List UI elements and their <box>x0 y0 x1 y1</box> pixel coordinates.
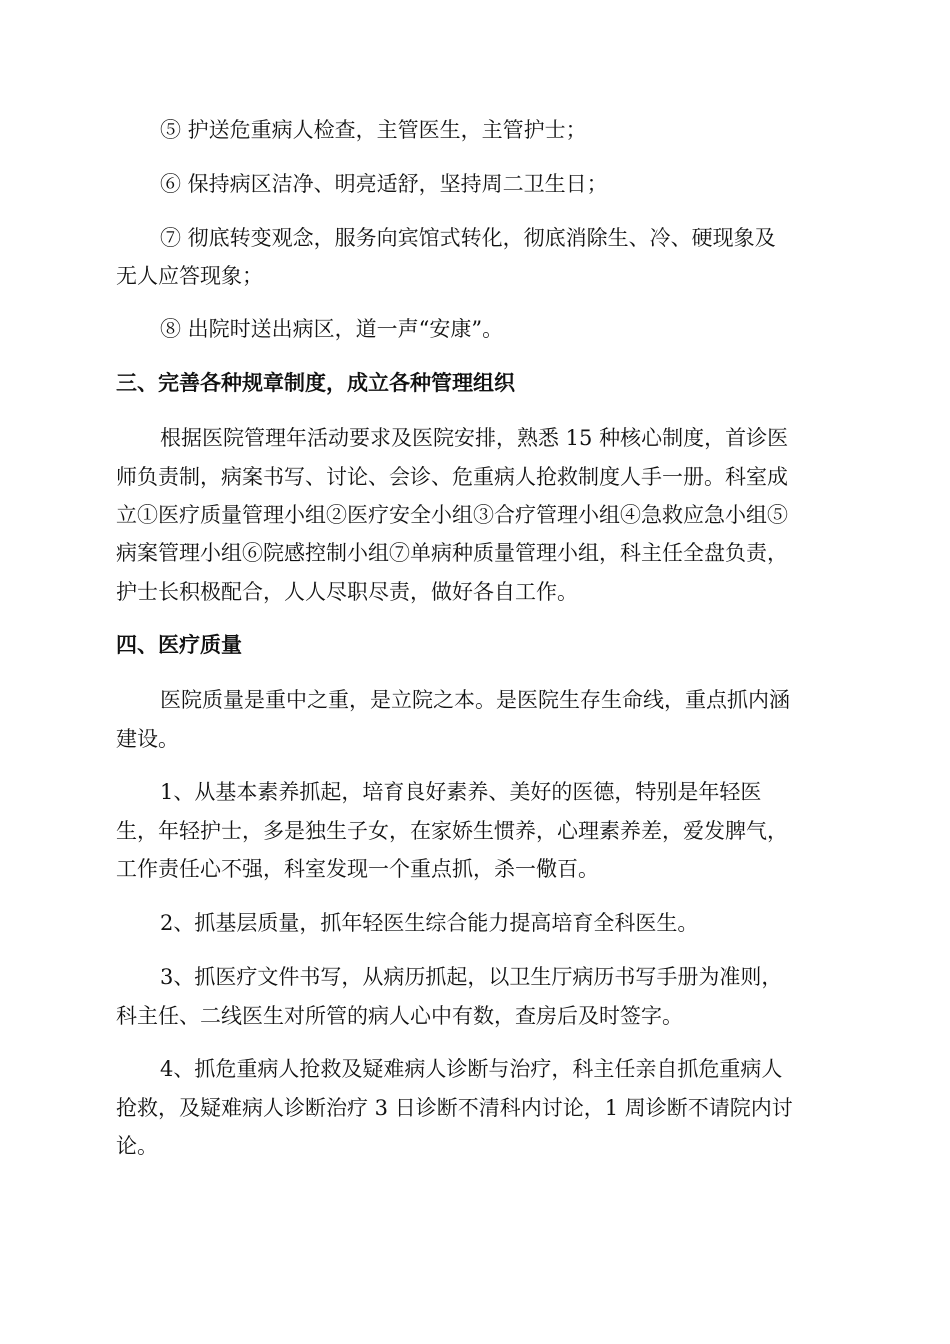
point-2: 2、抓基层质量，抓年轻医生综合能力提高培育全科医生。 <box>160 911 699 935</box>
section-3-title: 三、完善各种规章制度，成立各种管理组织 <box>116 371 515 395</box>
point-4-line-3: 论。 <box>116 1134 158 1158</box>
section-3-paragraph-line-2: 师负责制，病案书写、讨论、会诊、危重病人抢救制度人手一册。科室成 <box>116 465 788 489</box>
list-item-7-line-2: 无人应答现象； <box>116 264 263 288</box>
section-4-title: 四、医疗质量 <box>116 633 242 657</box>
section-3-paragraph-line-4: 病案管理小组⑥院感控制小组⑦单病种质量管理小组，科主任全盘负责， <box>116 541 788 565</box>
point-4-line-2: 抢救，及疑难病人诊断治疗 3 日诊断不清科内讨论，1 周诊断不请院内讨 <box>116 1096 793 1120</box>
point-1-line-3: 工作责任心不强，科室发现一个重点抓，杀一儆百。 <box>116 857 599 881</box>
section-3-paragraph-line-1: 根据医院管理年活动要求及医院安排，熟悉 15 种核心制度，首诊医 <box>160 426 789 450</box>
section-3-paragraph-line-3: 立①医疗质量管理小组②医疗安全小组③合疗管理小组④急救应急小组⑤ <box>116 503 788 527</box>
section-3-paragraph-line-5: 护士长积极配合，人人尽职尽责，做好各自工作。 <box>116 580 578 604</box>
list-item-6: ⑥ 保持病区洁净、明亮适舒，坚持周二卫生日； <box>160 172 608 196</box>
point-4-line-1: 4、抓危重病人抢救及疑难病人诊断与治疗，科主任亲自抓危重病人 <box>160 1057 783 1081</box>
section-4-intro-line-1: 医院质量是重中之重，是立院之本。是医院生存生命线，重点抓内涵 <box>160 688 790 712</box>
section-4-intro-line-2: 建设。 <box>116 727 179 751</box>
list-item-5: ⑤ 护送危重病人检查，主管医生，主管护士； <box>160 118 587 142</box>
point-3-line-2: 科主任、二线医生对所管的病人心中有数，查房后及时签字。 <box>116 1004 683 1028</box>
list-item-7-line-1: ⑦ 彻底转变观念，服务向宾馆式转化，彻底消除生、冷、硬现象及 <box>160 226 776 250</box>
point-1-line-1: 1、从基本素养抓起，培育良好素养、美好的医德，特别是年轻医 <box>160 780 762 804</box>
point-1-line-2: 生，年轻护士，多是独生子女，在家娇生惯养，心理素养差，爱发脾气， <box>116 819 788 843</box>
point-3-line-1: 3、抓医疗文件书写，从病历抓起，以卫生厅病历书写手册为准则， <box>160 965 783 989</box>
list-item-8: ⑧ 出院时送出病区，道一声“安康”。 <box>160 317 504 341</box>
